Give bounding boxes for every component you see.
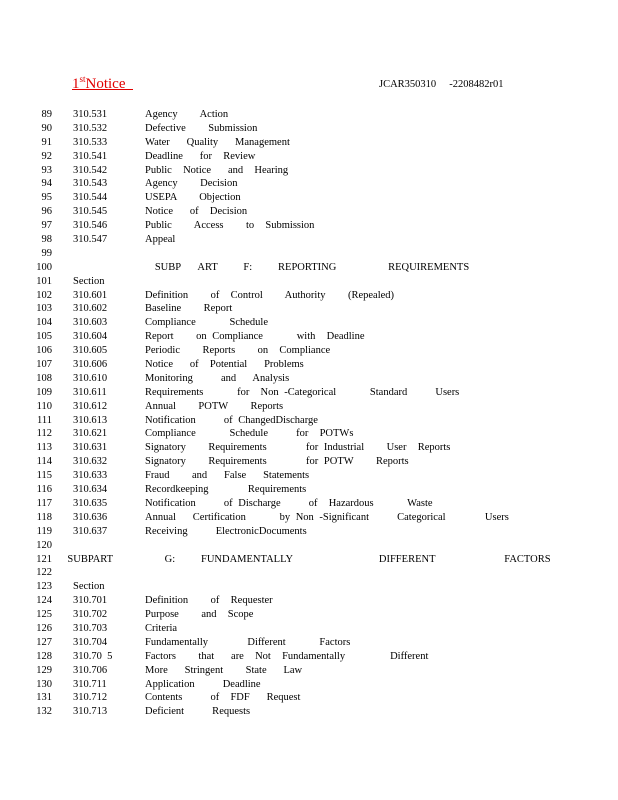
toc-line xyxy=(0,316,618,330)
table-of-contents xyxy=(0,108,618,719)
line-number: 89 xyxy=(41,109,52,120)
section-title: Periodic Reports on Compliance xyxy=(145,345,331,357)
toc-line xyxy=(0,511,618,525)
toc-line xyxy=(0,678,618,692)
section-number: 310.635 xyxy=(73,497,108,509)
toc-line xyxy=(0,150,618,164)
line-number: 94 xyxy=(41,178,52,190)
section-title: Purpose and Scope xyxy=(145,609,254,621)
line-number: 123 xyxy=(36,581,52,593)
line-number: 101 xyxy=(36,275,52,287)
section-title: Water Quality Management xyxy=(145,136,290,148)
toc-line xyxy=(0,122,618,136)
section-number: 310.546 xyxy=(73,220,108,232)
section-number: 310.633 xyxy=(73,470,108,482)
toc-line xyxy=(0,469,618,483)
toc-line xyxy=(0,386,618,400)
section-title: Agency Action xyxy=(145,109,229,120)
toc-line xyxy=(0,275,618,289)
section-title: Notification of Discharge of Hazardous Waste xyxy=(145,497,433,509)
section-number: 310.604 xyxy=(73,331,108,343)
section-title: Annual POTW Reports xyxy=(145,400,284,412)
section-number: 310.601 xyxy=(73,289,108,301)
line-number: 111 xyxy=(37,414,52,426)
line-number: 114 xyxy=(36,456,52,468)
section-number: 310.634 xyxy=(73,484,108,496)
section-title: Contents of FDF Request xyxy=(145,692,301,704)
line-number: 104 xyxy=(36,317,52,329)
section-title: Definition of Control Authority (Repealed) xyxy=(145,289,395,301)
section-title: Defective Submission xyxy=(145,122,258,134)
section-title: Notification of ChangedDischarge xyxy=(145,414,318,426)
section-number: 310.541 xyxy=(73,150,108,162)
line-number: 129 xyxy=(36,664,52,676)
line-number: 117 xyxy=(36,497,52,509)
section-number: 310.532 xyxy=(73,122,108,134)
toc-line xyxy=(0,525,618,539)
toc-line xyxy=(0,636,618,650)
toc-line xyxy=(0,400,618,414)
subpart-heading-line xyxy=(0,553,618,567)
section-title: More Stringent State Law xyxy=(145,664,303,676)
line-number: 107 xyxy=(36,359,52,371)
line-number: 121 xyxy=(36,553,52,565)
toc-line xyxy=(0,427,618,441)
line-number: 103 xyxy=(36,303,52,315)
section-number: 310.606 xyxy=(73,359,108,371)
toc-line xyxy=(0,358,618,372)
line-number: 98 xyxy=(41,234,52,246)
line-number: 110 xyxy=(36,400,52,412)
section-title: Agency Decision xyxy=(145,178,238,190)
toc-line xyxy=(0,164,618,178)
section-number: 310.712 xyxy=(73,692,108,704)
toc-line xyxy=(0,483,618,497)
toc-line xyxy=(0,330,618,344)
toc-line xyxy=(0,302,618,316)
toc-line xyxy=(0,664,618,678)
line-number: 132 xyxy=(36,706,52,718)
toc-line xyxy=(0,219,618,233)
section-number: 310.544 xyxy=(73,192,108,204)
section-number: 310.701 xyxy=(73,595,108,607)
notice-ordinal-suffix: st xyxy=(79,74,86,84)
toc-line xyxy=(0,705,618,719)
section-title: Fraud and False Statements xyxy=(145,470,310,482)
section-title: USEPA Objection xyxy=(145,192,241,204)
page-header xyxy=(72,74,572,96)
toc-line xyxy=(0,372,618,386)
line-number: 100 xyxy=(36,261,52,273)
section-title: Receiving ElectronicDocuments xyxy=(145,525,307,537)
toc-line xyxy=(0,136,618,150)
line-number: 125 xyxy=(36,609,52,621)
notice-label xyxy=(72,74,133,93)
section-title: Compliance Schedule xyxy=(145,317,268,329)
section-title: Baseline Report xyxy=(145,303,233,315)
section-title: Recordkeeping Requirements xyxy=(145,484,307,496)
section-title: Appeal xyxy=(145,234,176,246)
section-title: Compliance Schedule for POTWs xyxy=(145,428,354,440)
section-number: 310.543 xyxy=(73,178,108,190)
line-number: 115 xyxy=(36,470,52,482)
line-number: 131 xyxy=(36,692,52,704)
line-number: 119 xyxy=(36,525,52,537)
section-number: 310.632 xyxy=(73,456,108,468)
section-number: 310.713 xyxy=(73,706,108,718)
line-number: 105 xyxy=(36,331,52,343)
toc-line xyxy=(0,622,618,636)
section-number: 310.612 xyxy=(73,400,108,412)
line-number: 112 xyxy=(36,428,52,440)
toc-line xyxy=(0,177,618,191)
section-number: 310.547 xyxy=(73,234,108,246)
toc-line xyxy=(0,539,618,553)
section-number: 310.711 xyxy=(73,678,107,690)
line-number: 130 xyxy=(36,678,52,690)
toc-line xyxy=(0,594,618,608)
toc-line xyxy=(0,247,618,261)
line-number: 108 xyxy=(36,372,52,384)
toc-line xyxy=(0,441,618,455)
line-number: 106 xyxy=(36,345,52,357)
toc-line xyxy=(0,205,618,219)
section-title: Signatory Requirements for Industrial User Reports xyxy=(145,442,451,454)
section-title: Application Deadline xyxy=(145,678,261,690)
line-number: 90 xyxy=(41,122,52,134)
line-number: 99 xyxy=(41,247,52,259)
line-number: 92 xyxy=(41,150,52,162)
line-number: 120 xyxy=(36,539,52,551)
toc-line xyxy=(0,233,618,247)
section-number: 310.613 xyxy=(73,414,108,426)
section-title: Deadline for Review xyxy=(145,150,256,162)
toc-line xyxy=(0,108,618,122)
line-number: 97 xyxy=(41,220,52,232)
subpart-heading: SUBP ART F: REPORTING REQUIREMENTS xyxy=(154,261,470,273)
line-number: 109 xyxy=(36,386,52,398)
section-title: Requirements for Non -Categorical Standard Users xyxy=(145,386,460,398)
line-number: 102 xyxy=(36,289,52,301)
toc-line xyxy=(0,691,618,705)
line-number: 122 xyxy=(36,567,52,579)
line-number: 113 xyxy=(36,442,52,454)
section-number: 310.611 xyxy=(73,386,107,398)
section-number: 310.706 xyxy=(73,664,108,676)
section-title: Annual Certification by Non -Significant Categorical Users xyxy=(145,511,509,523)
section-title: Definition of Requester xyxy=(145,595,273,607)
line-number: 124 xyxy=(36,595,52,607)
line-number: 128 xyxy=(36,650,52,662)
toc-line xyxy=(0,455,618,469)
section-number: 310.704 xyxy=(73,636,108,648)
line-number: 126 xyxy=(36,622,52,634)
toc-line xyxy=(0,497,618,511)
section-number: 310.702 xyxy=(73,609,108,621)
section-number: 310.636 xyxy=(73,511,108,523)
section-title: Factors that are Not Fundamentally Different xyxy=(145,650,429,662)
section-number: Section xyxy=(73,581,105,593)
toc-line xyxy=(0,580,618,594)
section-title: Notice of Decision xyxy=(145,206,248,218)
section-title: Monitoring and Analysis xyxy=(145,372,290,384)
section-number: Section xyxy=(73,275,105,287)
section-number: 310.621 xyxy=(73,428,108,440)
line-number: 118 xyxy=(36,511,52,523)
line-number: 93 xyxy=(41,164,52,176)
section-number: 310.545 xyxy=(73,206,108,218)
toc-line xyxy=(0,566,618,580)
section-number: 310.610 xyxy=(73,372,108,384)
notice-number: 1 xyxy=(72,76,80,92)
toc-line xyxy=(0,414,618,428)
section-number: 310.531 xyxy=(73,109,108,120)
section-title: Criteria xyxy=(145,622,178,634)
section-title: Public Access to Submission xyxy=(145,220,315,232)
section-number: 310.603 xyxy=(73,317,108,329)
line-number: 116 xyxy=(36,484,52,496)
section-title: Report on Compliance with Deadline xyxy=(145,331,365,343)
section-number: 310.703 xyxy=(73,622,108,634)
toc-line xyxy=(0,191,618,205)
toc-line xyxy=(0,344,618,358)
section-number: 310.631 xyxy=(73,442,108,454)
notice-word: Notice xyxy=(85,76,126,92)
subpart-heading-line xyxy=(0,261,618,275)
section-number: 310.637 xyxy=(73,525,108,537)
line-number: 95 xyxy=(41,192,52,204)
section-number: 310.533 xyxy=(73,136,108,148)
section-title: Notice of Potential Problems xyxy=(145,359,304,371)
toc-line xyxy=(0,650,618,664)
subpart-heading: SUBPART G: FUNDAMENTALLY DIFFERENT FACTORS xyxy=(67,553,551,565)
section-number: 310.602 xyxy=(73,303,108,315)
section-title: Signatory Requirements for POTW Reports xyxy=(145,456,409,468)
line-number: 127 xyxy=(36,636,52,648)
section-title: Fundamentally Different Factors xyxy=(145,636,351,648)
section-number: 310.70 5 xyxy=(73,650,113,662)
line-number: 96 xyxy=(41,206,52,218)
section-number: 310.605 xyxy=(73,345,108,357)
section-title: Deficient Requests xyxy=(145,706,251,718)
toc-line xyxy=(0,608,618,622)
line-number: 91 xyxy=(41,136,52,148)
toc-line xyxy=(0,289,618,303)
document-id: JCAR350310 -2208482r01 xyxy=(379,79,504,90)
section-number: 310.542 xyxy=(73,164,108,176)
section-title: Public Notice and Hearing xyxy=(145,164,289,176)
